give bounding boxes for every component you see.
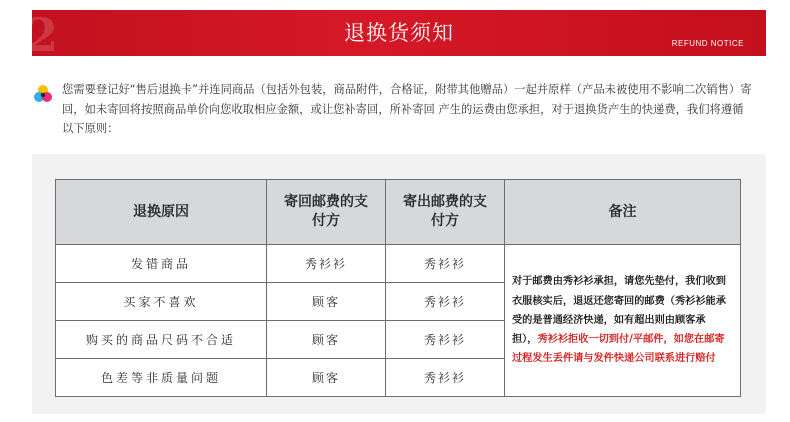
row-resend-payer: 秀衫衫 [386,321,505,359]
row-resend-payer: 秀衫衫 [386,283,505,321]
notes-cell [505,245,741,397]
header-reason: 退换原因 [56,180,267,245]
header-resend-shipping-label: 寄出邮费的支付方 [403,194,487,229]
row-return-payer: 秀衫衫 [267,245,386,283]
header-notes: 备注 [505,180,741,245]
table-header-row [56,180,741,245]
row-resend-payer: 秀衫衫 [386,359,505,397]
intro-paragraph: 您需要登记好“售后退换卡”并连同商品（包括外包装，商品附件，合格证，附带其他赠品）一起并原样（产品未被使用不影响二次销售）寄回，如未寄回将按照商品单价向您收取相应金额，或让您补寄回，所补寄回 产生的运费由您承担，对于退换货产生的快递费，我们将遵循以下原则： [62,83,752,135]
row-return-payer: 顾客 [267,321,386,359]
row-reason: 买家不喜欢 [56,283,267,321]
row-reason: 购买的商品尺码不合适 [56,321,267,359]
color-dots-icon [33,84,53,104]
note-warning-text: 秀衫衫拒收一切到付/平邮件，如您在邮寄过程发生丢件请与发件快递公司联系进行赔付 [512,334,725,365]
row-reason: 色差等非质量问题 [56,359,267,397]
row-return-payer: 顾客 [267,359,386,397]
shipping-fee-table [55,179,741,397]
row-resend-payer: 秀衫衫 [386,245,505,283]
banner-deco-number: 2 [26,8,59,62]
table-row [56,245,741,283]
row-return-payer: 顾客 [267,283,386,321]
row-reason: 发错商品 [56,245,267,283]
banner-subtitle: REFUND NOTICE [671,39,744,48]
header-return-shipping-label: 寄回邮费的支付方 [284,194,368,229]
notice-banner [26,8,766,62]
header-resend-shipping [386,180,505,245]
banner-title: 退换货须知 [344,21,454,45]
header-return-shipping [267,180,386,245]
note-text: 对于邮费由秀衫衫承担，请您先垫付，我们收到衣服核实后，退返还您寄回的邮费（秀衫衫能承受的是普通经济快递，如有超出则由顾客承担）， [512,276,726,346]
